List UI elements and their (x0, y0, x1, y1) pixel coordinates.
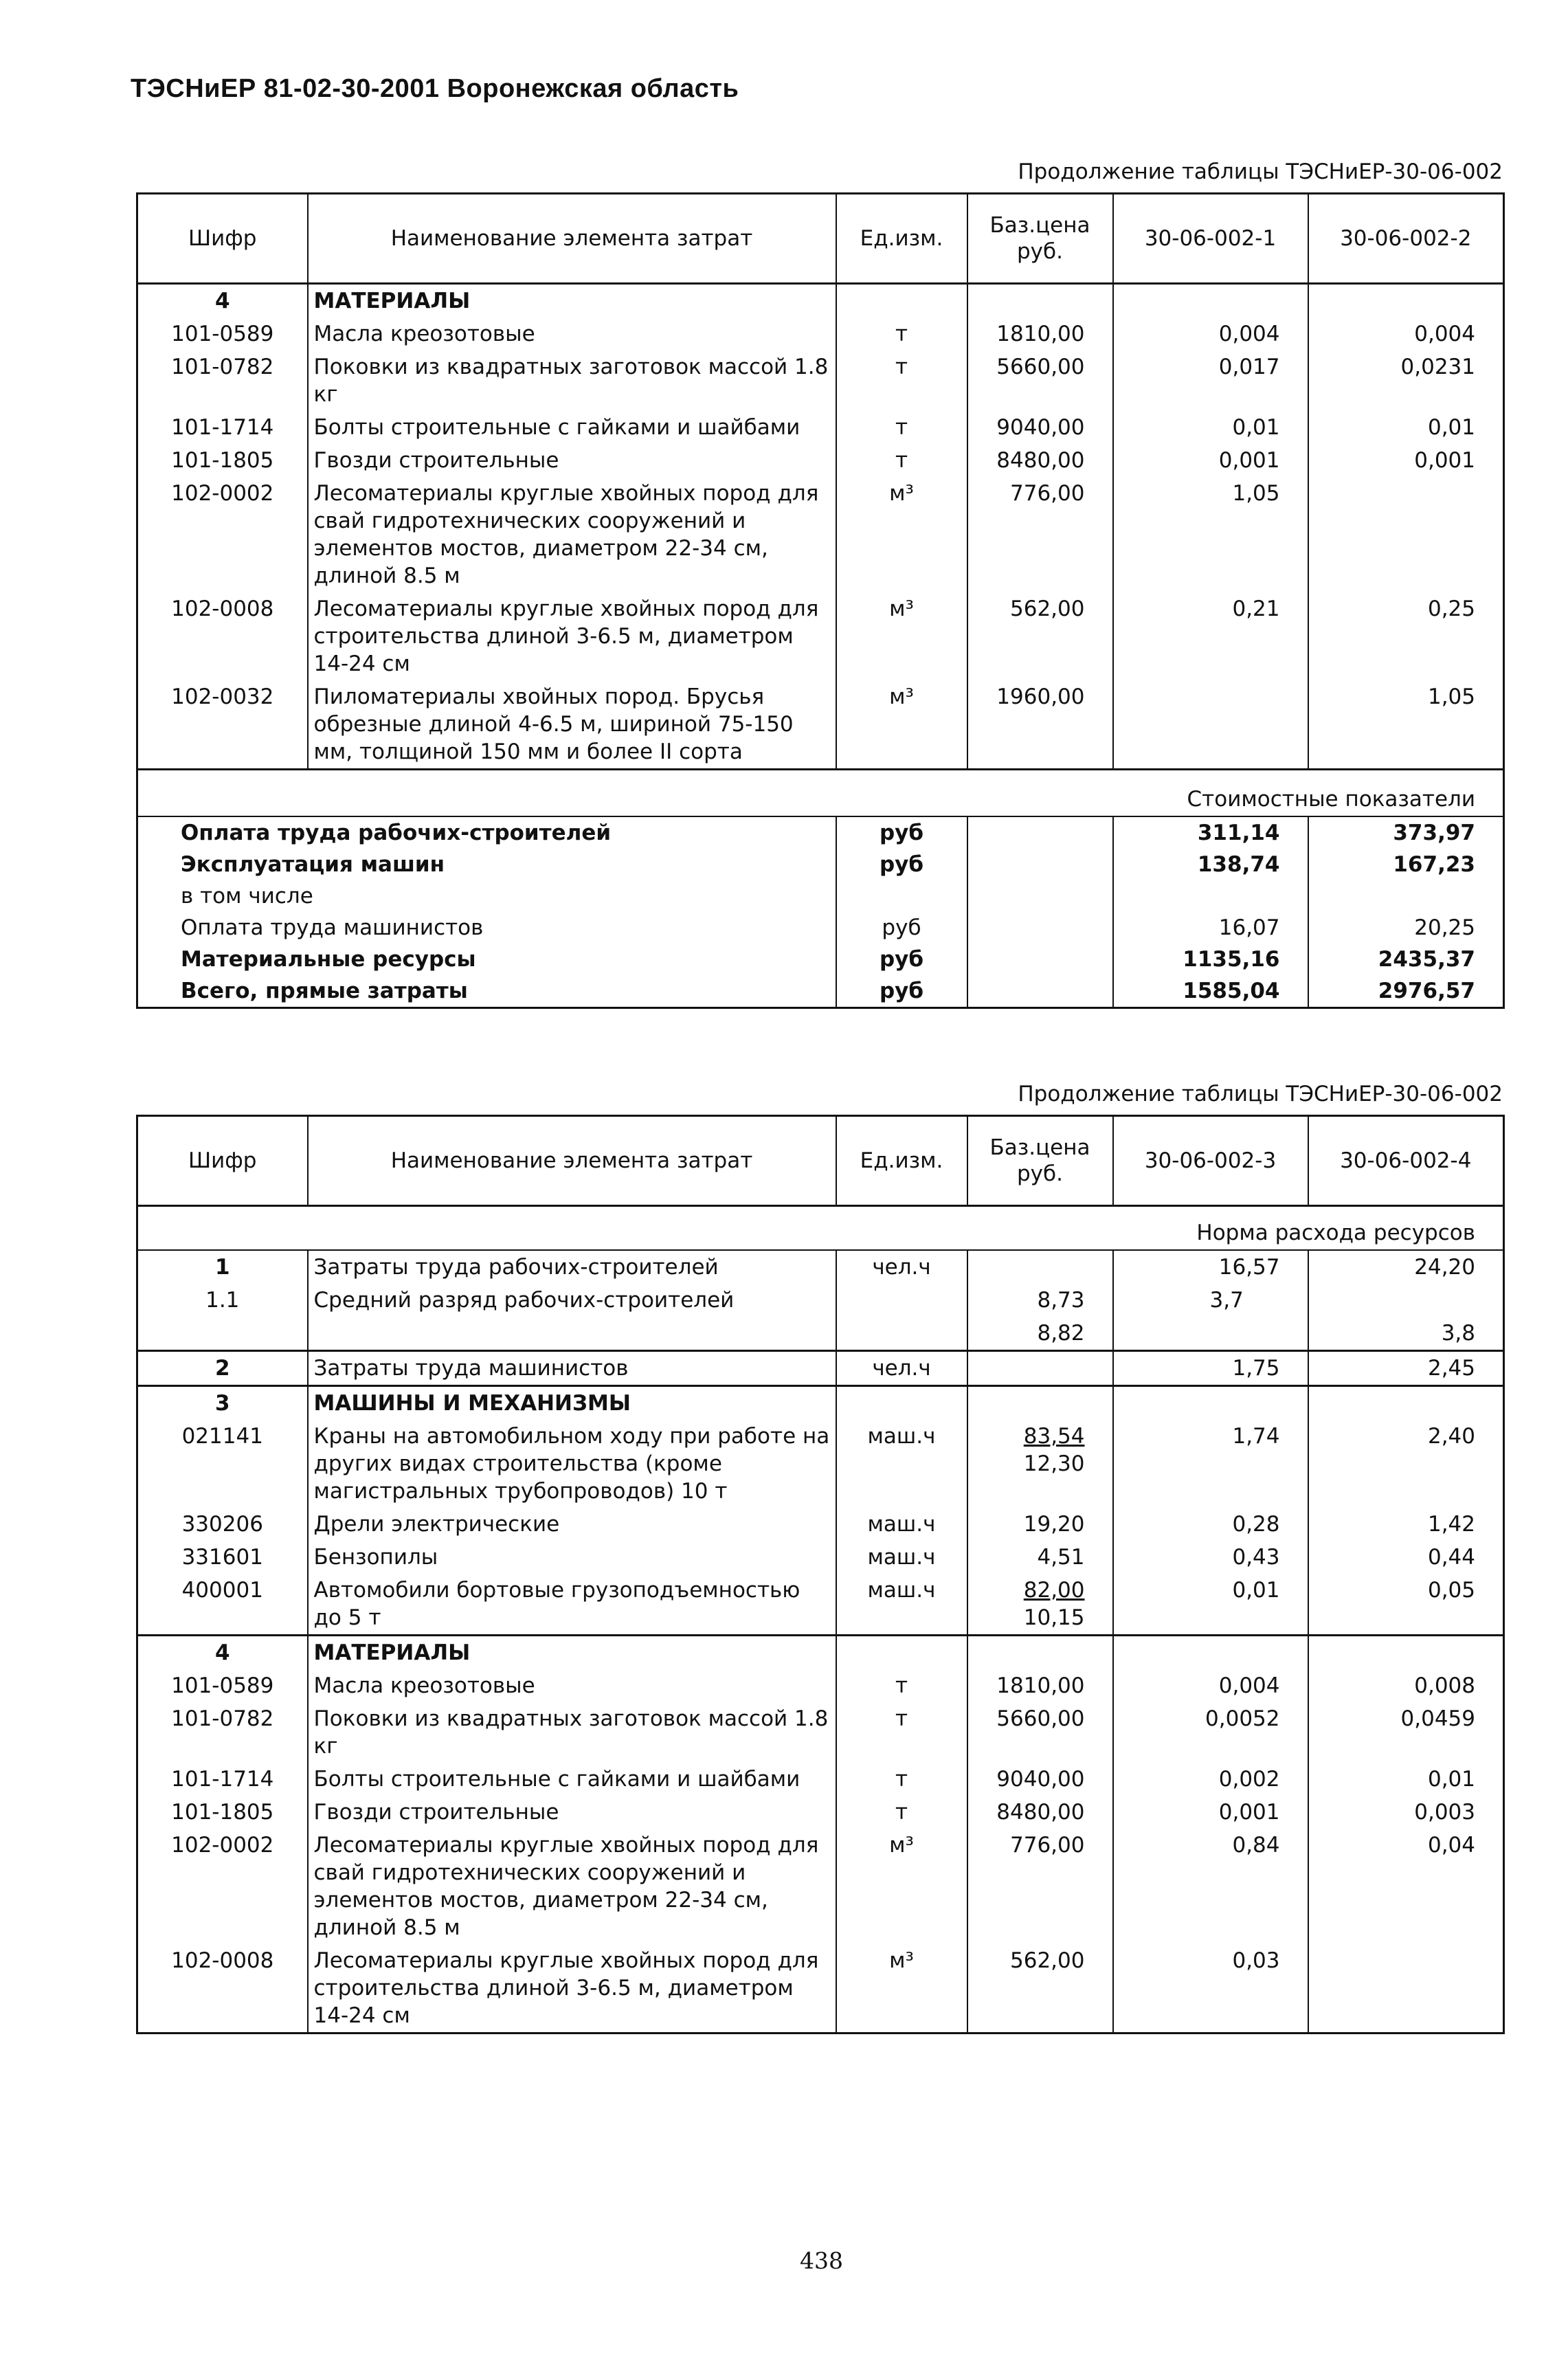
col-header-unit: Ед.изм. (836, 194, 967, 284)
table-row (137, 592, 1504, 680)
resource-norm-1: 0,03 (1113, 1944, 1308, 2034)
summary-row (137, 975, 1504, 1008)
resource-price: 562,00 (967, 592, 1113, 680)
resource-norm-1: 0,004 (1113, 317, 1308, 350)
resource-code: 021141 (181, 1424, 263, 1449)
section-title: МАТЕРИАЛЫ (308, 1636, 836, 1670)
section-title: МАТЕРИАЛЫ (308, 284, 836, 318)
resource-norm-2: 0,05 (1308, 1574, 1504, 1636)
resource-norm-2: 0,001 (1308, 444, 1504, 477)
resource-norm-1: 3,7 (1113, 1284, 1308, 1317)
table-row (137, 1420, 1504, 1508)
table-row (137, 411, 1504, 444)
resource-unit: маш.ч (836, 1420, 967, 1508)
summary-value-2: 20,25 (1308, 912, 1504, 944)
page-title: ТЭСНиЕР 81-02-30-2001 Воронежская область (131, 74, 739, 103)
resource-name: Лесоматериалы круглые хвойных пород для строительства длиной 3-6.5 м, диаметром 14-24 см (308, 1944, 836, 2034)
resource-norm-1: 0,004 (1113, 1669, 1308, 1702)
summary-unit: руб (836, 944, 967, 975)
resource-price (967, 1250, 1113, 1284)
summary-value-1: 311,14 (1113, 816, 1308, 849)
page-number: 438 (800, 2247, 843, 2274)
resource-norm-1: 0,017 (1113, 350, 1308, 411)
resource-price: 776,00 (967, 477, 1113, 592)
resource-name: Поковки из квадратных заготовок массой 1.8 кг (308, 350, 836, 411)
table-row (137, 1317, 1504, 1351)
resource-name: Средний разряд рабочих-строителей (308, 1284, 836, 1317)
col-header-name: Наименование элемента затрат (308, 1116, 836, 1206)
summary-unit: руб (836, 816, 967, 849)
resource-norm-2: 24,20 (1308, 1250, 1504, 1284)
table-row (137, 1829, 1504, 1944)
summary-unit: руб (836, 912, 967, 944)
col-header-code: Шифр (137, 1116, 308, 1206)
resource-name: Дрели электрические (308, 1508, 836, 1541)
col-header-norm-4: 30-06-002-4 (1308, 1116, 1504, 1206)
resource-norm-1: 1,05 (1113, 477, 1308, 592)
summary-row (137, 849, 1504, 880)
resource-code: 101-0589 (171, 1673, 274, 1698)
table-row (137, 1250, 1504, 1284)
summary-value-2: 373,97 (1308, 816, 1504, 849)
resource-norm-1: 16,57 (1113, 1250, 1308, 1284)
resource-norm-1: 0,001 (1113, 444, 1308, 477)
resource-norm-1: 0,21 (1113, 592, 1308, 680)
summary-row (137, 912, 1504, 944)
table-row (137, 350, 1504, 411)
resource-name: Гвозди строительные (308, 1796, 836, 1829)
cost-indicators-band (137, 770, 1504, 817)
resource-price: 1810,00 (967, 1669, 1113, 1702)
resource-name: Лесоматериалы круглые хвойных пород для строительства длиной 3-6.5 м, диаметром 14-24 см (308, 592, 836, 680)
resource-norm-band (137, 1206, 1504, 1251)
resource-price: 9040,00 (967, 411, 1113, 444)
section-number: 4 (137, 1636, 308, 1670)
resource-norm-2: 0,04 (1308, 1829, 1504, 1944)
resource-name: Лесоматериалы круглые хвойных пород для свай гидротехнических сооружений и элементов мостов, диаметром 22-34 см, длиной 8.5 м (308, 477, 836, 592)
resource-code: 101-0589 (171, 322, 274, 346)
resource-name: Автомобили бортовые грузоподъемностью до 5 т (308, 1574, 836, 1636)
resource-norm-1 (1113, 680, 1308, 770)
resource-norm-2: 0,0459 (1308, 1702, 1504, 1763)
resource-price: 4,51 (967, 1541, 1113, 1574)
resource-norm-1: 0,002 (1113, 1763, 1308, 1796)
table-row (137, 680, 1504, 770)
table-continuation-caption: Продолжение таблицы ТЭСНиЕР-30-06-002 (1018, 1082, 1503, 1106)
resource-price (967, 1574, 1113, 1636)
resource-norm-1: 1,74 (1113, 1420, 1308, 1508)
resource-unit (836, 1284, 967, 1317)
summary-row (137, 880, 1504, 912)
resource-unit: т (836, 1702, 967, 1763)
resource-norm-1 (1113, 1317, 1308, 1351)
resource-name: Гвозди строительные (308, 444, 836, 477)
table-row (137, 1508, 1504, 1541)
resource-price (967, 1420, 1113, 1508)
resource-code: 330206 (181, 1512, 263, 1537)
resource-price: 1960,00 (967, 680, 1113, 770)
resource-price: 8480,00 (967, 444, 1113, 477)
resource-price: 8,82 (967, 1317, 1113, 1351)
table-row (137, 317, 1504, 350)
table-header-row (137, 194, 1504, 284)
resource-unit: маш.ч (836, 1508, 967, 1541)
resource-price: 19,20 (967, 1508, 1113, 1541)
resource-unit: маш.ч (836, 1541, 967, 1574)
summary-unit: руб (836, 975, 967, 1008)
summary-value-1: 16,07 (1113, 912, 1308, 944)
col-header-unit: Ед.изм. (836, 1116, 967, 1206)
resource-name (308, 1317, 836, 1351)
resource-code: 101-1714 (171, 1767, 274, 1792)
resource-code: 101-1805 (171, 448, 274, 473)
section-row (137, 1386, 1504, 1420)
summary-label: Всего, прямые затраты (181, 979, 468, 1003)
resource-code: 102-0002 (171, 1833, 274, 1858)
table-continuation-caption: Продолжение таблицы ТЭСНиЕР-30-06-002 (1018, 159, 1503, 184)
section-row (137, 1636, 1504, 1670)
table-row (137, 1574, 1504, 1636)
table-row (137, 1796, 1504, 1829)
resource-price: 8,73 (967, 1284, 1113, 1317)
resource-unit: м³ (836, 1944, 967, 2034)
resource-norm-2: 3,8 (1308, 1317, 1504, 1351)
resource-norm-2: 0,25 (1308, 592, 1504, 680)
summary-value-2 (1308, 880, 1504, 912)
table-row (137, 1669, 1504, 1702)
resource-unit: маш.ч (836, 1574, 967, 1636)
resource-price: 8480,00 (967, 1796, 1113, 1829)
resource-unit: т (836, 1669, 967, 1702)
summary-value-2: 167,23 (1308, 849, 1504, 880)
resource-norm-2: 1,42 (1308, 1508, 1504, 1541)
col-header-name: Наименование элемента затрат (308, 194, 836, 284)
section-row (137, 284, 1504, 318)
resource-norm-label: Норма расхода ресурсов (137, 1206, 1504, 1251)
summary-label: Материальные ресурсы (181, 947, 476, 972)
resource-norm-1: 0,84 (1113, 1829, 1308, 1944)
summary-value-1: 1585,04 (1113, 975, 1308, 1008)
resource-code: 102-0002 (171, 481, 274, 506)
table-header-row (137, 1116, 1504, 1206)
summary-value-2: 2976,57 (1308, 975, 1504, 1008)
col-header-norm-2: 30-06-002-2 (1308, 194, 1504, 284)
operator-wage: 12,30 (1023, 1451, 1085, 1476)
resource-norm-2: 0,003 (1308, 1796, 1504, 1829)
resource-unit: т (836, 411, 967, 444)
resource-norm-1: 0,01 (1113, 1574, 1308, 1636)
resource-unit: м³ (836, 477, 967, 592)
col-header-norm-3: 30-06-002-3 (1113, 1116, 1308, 1206)
resource-unit: м³ (836, 1829, 967, 1944)
resource-norm-1: 0,28 (1113, 1508, 1308, 1541)
resource-code: 101-1714 (171, 415, 274, 440)
resource-code: 102-0032 (171, 684, 274, 709)
resource-unit: чел.ч (836, 1351, 967, 1386)
resource-code: 102-0008 (171, 1948, 274, 1973)
resource-name: Краны на автомобильном ходу при работе на других видах строительства (кроме магистральных трубопроводов) 10 т (308, 1420, 836, 1508)
table-row (137, 1944, 1504, 2034)
resource-name: Затраты труда рабочих-строителей (308, 1250, 836, 1284)
resource-norm-2: 0,01 (1308, 411, 1504, 444)
section-number: 3 (137, 1386, 308, 1420)
resource-norm-2: 0,44 (1308, 1541, 1504, 1574)
resource-unit: т (836, 1796, 967, 1829)
summary-unit (836, 880, 967, 912)
summary-label: в том числе (181, 884, 313, 909)
table-row (137, 1702, 1504, 1763)
resource-norm-2: 1,05 (1308, 680, 1504, 770)
resource-price (967, 1351, 1113, 1386)
resource-norm-1: 0,001 (1113, 1796, 1308, 1829)
resource-norm-2: 0,004 (1308, 317, 1504, 350)
summary-label: Оплата труда рабочих-строителей (181, 821, 612, 845)
resource-norm-2: 0,0231 (1308, 350, 1504, 411)
resource-norm-1: 0,01 (1113, 411, 1308, 444)
resource-name: Масла креозотовые (308, 1669, 836, 1702)
resource-code: 1 (214, 1255, 230, 1280)
table-row (137, 444, 1504, 477)
resource-code: 2 (137, 1351, 308, 1386)
col-header-code: Шифр (137, 194, 308, 284)
resource-norm-1: 0,43 (1113, 1541, 1308, 1574)
resource-unit: т (836, 444, 967, 477)
machine-price: 83,54 (1023, 1424, 1085, 1449)
summary-value-1: 138,74 (1113, 849, 1308, 880)
summary-row (137, 816, 1504, 849)
summary-value-1 (1113, 880, 1308, 912)
table-row (137, 1763, 1504, 1796)
resource-norm-1: 0,0052 (1113, 1702, 1308, 1763)
resource-code: 101-1805 (171, 1800, 274, 1825)
resource-price: 9040,00 (967, 1763, 1113, 1796)
resource-code: 400001 (181, 1578, 263, 1603)
col-header-norm-1: 30-06-002-1 (1113, 194, 1308, 284)
resource-norm-2: 0,01 (1308, 1763, 1504, 1796)
resource-name: Масла креозотовые (308, 317, 836, 350)
resource-code: 102-0008 (171, 597, 274, 621)
resource-code: 331601 (181, 1545, 263, 1570)
resource-unit (836, 1317, 967, 1351)
summary-row (137, 944, 1504, 975)
resource-name: Болты строительные с гайками и шайбами (308, 1763, 836, 1796)
resource-code: 1.1 (205, 1288, 240, 1313)
summary-value-2: 2435,37 (1308, 944, 1504, 975)
cost-indicators-label: Стоимостные показатели (137, 770, 1504, 817)
summary-label: Эксплуатация машин (181, 852, 445, 877)
resource-norm-2 (1308, 1944, 1504, 2034)
section-title: МАШИНЫ И МЕХАНИЗМЫ (308, 1386, 836, 1420)
resource-norm-1: 1,75 (1113, 1351, 1308, 1386)
resource-price: 562,00 (967, 1944, 1113, 2034)
resource-code: 101-0782 (171, 1706, 274, 1731)
resource-name: Болты строительные с гайками и шайбами (308, 411, 836, 444)
resource-name: Пиломатериалы хвойных пород. Брусья обрезные длиной 4-6.5 м, шириной 75-150 мм, толщиной 150 мм и более II сорта (308, 680, 836, 770)
resource-code (137, 1317, 308, 1351)
resource-norm-2: 0,008 (1308, 1669, 1504, 1702)
resource-unit: м³ (836, 592, 967, 680)
resource-norm-2: 2,45 (1308, 1351, 1504, 1386)
operator-wage: 10,15 (1023, 1605, 1085, 1630)
summary-label: Оплата труда машинистов (181, 915, 484, 940)
resource-norm-2 (1308, 1284, 1504, 1317)
machine-price: 82,00 (1023, 1578, 1085, 1603)
col-header-price: Баз.цена руб. (967, 194, 1113, 284)
resource-price: 1810,00 (967, 317, 1113, 350)
resource-norm-2: 2,40 (1308, 1420, 1504, 1508)
resource-name: Поковки из квадратных заготовок массой 1.8 кг (308, 1702, 836, 1763)
resource-price: 776,00 (967, 1829, 1113, 1944)
table-row (137, 477, 1504, 592)
resource-name: Затраты труда машинистов (308, 1351, 836, 1386)
resource-unit: м³ (836, 680, 967, 770)
table-row (137, 1541, 1504, 1574)
table-row (137, 1351, 1504, 1386)
resource-norm-2 (1308, 477, 1504, 592)
resource-unit: т (836, 317, 967, 350)
resource-table-1 (136, 192, 1505, 1009)
resource-name: Лесоматериалы круглые хвойных пород для свай гидротехнических сооружений и элементов мостов, диаметром 22-34 см, длиной 8.5 м (308, 1829, 836, 1944)
resource-name: Бензопилы (308, 1541, 836, 1574)
summary-unit: руб (836, 849, 967, 880)
resource-price: 5660,00 (967, 1702, 1113, 1763)
resource-price: 5660,00 (967, 350, 1113, 411)
resource-code: 101-0782 (171, 355, 274, 379)
resource-unit: т (836, 1763, 967, 1796)
section-number: 4 (214, 289, 230, 313)
resource-unit: т (836, 350, 967, 411)
summary-value-1: 1135,16 (1113, 944, 1308, 975)
resource-table-2 (136, 1115, 1505, 2034)
table-row (137, 1284, 1504, 1317)
resource-unit: чел.ч (836, 1250, 967, 1284)
col-header-price: Баз.цена руб. (967, 1116, 1113, 1206)
